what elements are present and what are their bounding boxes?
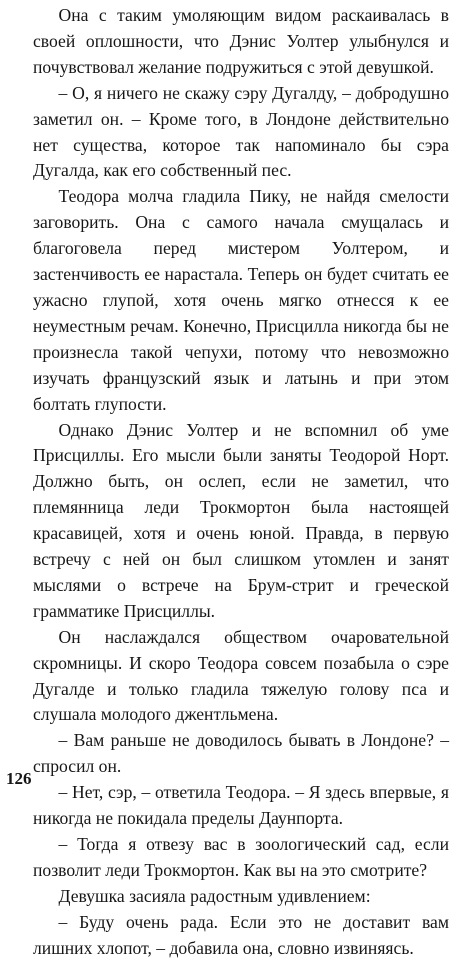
page-number: 126 — [6, 769, 32, 788]
paragraph-1: Она с таким умоляющим видом раскаивалась в своей оплошности, что Дэнис Уолтер улыбнулся и почувствовал желание подружиться с этой девушкой. — [33, 5, 449, 77]
paragraph-9: Девушка засияла радостным удивлением: — [58, 885, 371, 906]
paragraph-10: – Буду очень рада. Если это не доставит вам лишних хлопот, – добавила она, словно извиняясь. — [33, 911, 449, 958]
paragraph-5: Он наслаждался обществом очаровательной скромницы. И скоро Теодора совсем позабыла о сэре Дугалде и только гладила тяжелую голову пса и слушала молодого джентльмена. — [33, 626, 449, 725]
paragraph-8: – Тогда я отвезу вас в зоологический сад, если позволит леди Трокмортон. Как вы на это смотрите? — [33, 834, 449, 880]
paragraph-3: Теодора молча гладила Пику, не найдя смелости заговорить. Она с самого начала смущалась и благоговела перед мистером Уолтером, и застенчивость ее нарастала. Теперь он будет считать ее ужасно глупой, хотя очень мягко отнесся к ее неуместным речам. Конечно, Присцилла никогда бы не произнесла такой чепухи, потому что невозможно изучать французский язык и латынь и при этом болтать глупости. — [33, 186, 449, 414]
body-text — [33, 3, 449, 962]
paragraph-2: – О, я ничего не скажу сэру Дугалду, – добродушно заметил он. – Кроме того, в Лондоне действительно нет существа, которое так напоминало бы сэра Дугалда, как его собственный пес. — [33, 82, 449, 181]
paragraph-4: Однако Дэнис Уолтер и не вспомнил об уме Присциллы. Его мысли были заняты Теодорой Норт. Должно быть, он ослеп, если не заметил, что племянница леди Трокмортон была настоящей красавицей, хотя и очень юной. Правда, в первую встречу с ней он был слишком утомлен и занят мыслями о встрече на Брум-стрит и греческой грамматике Присциллы. — [33, 419, 449, 621]
paragraph-6: – Вам раньше не доводилось бывать в Лондоне? – спросил он. — [33, 730, 449, 777]
paragraph-7: – Нет, сэр, – ответила Теодора. – Я здесь впервые, я никогда не покидала пределы Даунпорта. — [33, 782, 449, 829]
